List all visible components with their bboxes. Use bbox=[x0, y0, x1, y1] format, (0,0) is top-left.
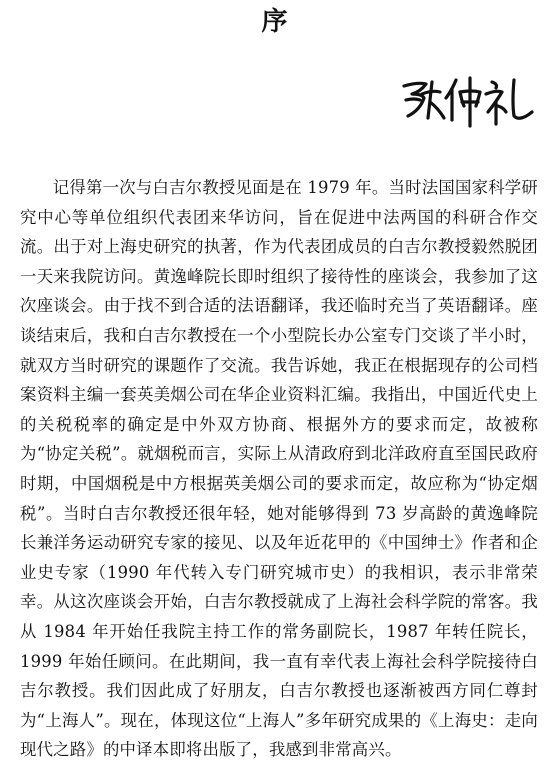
preface-paragraph: 记得第一次与白吉尔教授见面是在 1979 年。当时法国国家科学研究中心等单位组织代表团来华访问，旨在促进中法两国的科研合作交流。出于对上海史研究的执著，作为代表团成员的白吉尔教授毅然脱团一天来我院访问。黄逸峰院长即时组织了接待性的座谈会，我参加了这次座谈会。由于找不到合适的法语翻译，我还临时充当了英语翻译。座谈结束后，我和白吉尔教授在一个小型院长办公室专门交谈了半小时，就双方当时研究的课题作了交流。我告诉她，我正在根据现存的公司档案资料主编一套英美烟公司在华企业资料汇编。我指出，中国近代史上的关税税率的确定是中外双方协商、根据外方的要求而定，故被称为“协定关税”。就烟税而言，实际上从清政府到北洋政府直至国民政府时期，中国烟税是中方根据英美烟公司的要求而定，故应称为“协定烟税”。当时白吉尔教授还很年轻，她对能够得到 73 岁高龄的黄逸峰院长兼洋务运动研究专家的接见、以及年近花甲的《中国绅士》作者和企业史专家（1990 年代转入专门研究城市史）的我相识，表示非常荣幸。从这次座谈会开始，白吉尔教授就成了上海社会科学院的常客。我从 1984 年开始任我院主持工作的常务副院长，1987 年转任院长，1999 年始任顾问。在此期间，我一直有幸代表上海社会科学院接待白吉尔教授。我们因此成了好朋友，白吉尔教授也逐渐被西方同仁尊封为“上海人”。现在，体现这位“上海人”多年研究成果的《上海史：走向现代之路》的中译本即将出版了，我感到非常高兴。 bbox=[20, 178, 538, 760]
author-signature bbox=[398, 72, 538, 130]
preface-body bbox=[20, 173, 538, 765]
page-title: 序 bbox=[261, 7, 290, 37]
handwritten-signature-image bbox=[398, 72, 538, 130]
